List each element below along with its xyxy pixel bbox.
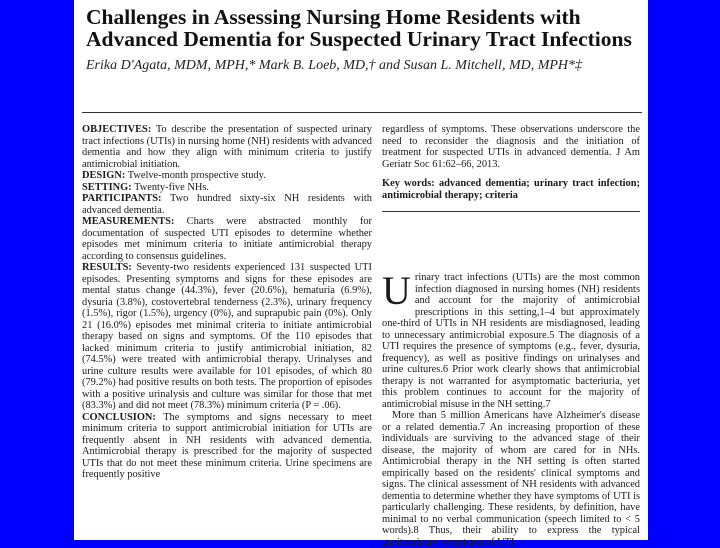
- abstract-continuation: regardless of symptoms. These observations underscore the need to reconsider the diagnosis and the initiation of treatment for suspected UTIs in advanced dementia. J Am Geriatr Soc 61:62–66, 2013.: [382, 124, 640, 170]
- abstract-results: [82, 262, 372, 412]
- measurements-label: MEASUREMENTS:: [82, 216, 175, 227]
- abstract-setting: [82, 182, 372, 194]
- conclusion-text: The symptoms and signs necessary to meet minimum criteria to support antimicrobial initiation for UTIs are frequently absent in NH residents with advanced dementia. Antimicrobial therapy is prescribed for the majority of suspected UTIs that do not meet these minimum criteria. Urine specimens are frequently positive: [82, 411, 372, 480]
- abstract-objectives: [82, 124, 372, 170]
- keywords: Key words: advanced dementia; urinary tract infection; antimicrobial therapy; criteria: [382, 178, 640, 201]
- setting-label: SETTING:: [82, 181, 132, 193]
- drop-cap: U: [382, 268, 411, 313]
- design-label: DESIGN:: [82, 170, 126, 181]
- right-column: [382, 124, 640, 548]
- article-page: [74, 0, 648, 548]
- header-rule: [82, 112, 642, 113]
- keywords-rule: [382, 211, 640, 212]
- design-text: Twelve-month prospective study.: [127, 170, 266, 181]
- intro-paragraph-1: [382, 268, 640, 410]
- abstract-design: [82, 170, 372, 182]
- participants-label: PARTICIPANTS:: [82, 193, 162, 204]
- objectives-text: To describe the presentation of suspected urinary tract infections (UTIs) in nursing home (NH) residents with advanced dementia and how they align with minimum criteria to justify antimicrobial initiation.: [82, 124, 372, 170]
- abstract-conclusion: [82, 412, 372, 481]
- intro-p1-text: rinary tract infections (UTIs) are the most common infection diagnosed in nursing homes (NH) residents and account for the majority of antimicrobial prescriptions in this setting,1–4 but approximately one-third of UTIs in NH residents are misdiagnosed, leading to unnecessary antimicrobial exposure.5 The diagnosis of a UTI requires the presence of symptoms (e.g., fever, dysuria, frequency), as well as positive findings on urinalyses and urine cultures.6 Prior work clearly shows that antimicrobial therapy is not warranted for asymptomatic bacteriuria, yet this problem continues to account for the majority of antimicrobial misuse in the NH setting.7: [382, 272, 640, 410]
- objectives-label: OBJECTIVES:: [82, 124, 152, 135]
- abstract-participants: [82, 193, 372, 216]
- results-text: Seventy-two residents experienced 131 suspected UTI episodes. Presenting symptoms and signs for these episodes are mental status change (44.3%), fever (20.6%), hematuria (6.9%), dysuria (3.8%), costovertebral tenderness (2.3%), urinary frequency (1.5%), rigor (1.5%), urgency (0%), and suprapubic pain (0%). Only 21 (16.0%) episodes met minimal criteria to initiate antimicrobial therapy based on signs and symptoms. Of the 110 episodes that lacked minimum criteria to justify antimicrobial initiation, 82 (74.5%) were treated with antimicrobial therapy. Urinalyses and urine culture results were available for 101 episodes, of which 80 (79.2%) had positive results on both tests. The proportion of episodes with a positive urinalysis and culture was similar for those that met (83.3%) and did not meet (78.3%) minimum criteria (P = .06).: [82, 262, 372, 411]
- participants-text: Two hundred sixty-six NH residents with advanced dementia.: [82, 193, 372, 216]
- conclusion-label: CONCLUSION:: [82, 411, 156, 423]
- results-label: RESULTS:: [82, 262, 132, 273]
- intro-paragraph-2: More than 5 million Americans have Alzheimer's disease or a related dementia.7 An increasing proportion of these individuals are surviving to the advanced stage of their disease, the majority of whom are cared for in NHs. Antimicrobial therapy in the NH setting is often started empirically based on the residents' clinical symptoms and signs. The clinical assessment of NH residents with advanced dementia to determine whether they have symptoms of UTI is particularly challenging. These residents, by definition, have minimal to no verbal communication (speech limited to < 5 words).8 Thus, their ability to express the typical genitourinary symptoms of UTI: [382, 410, 640, 548]
- abstract-left-column: [82, 124, 372, 481]
- measurements-text: Charts were abstracted monthly for documentation of suspected UTI episodes to determine whether episodes met minimum criteria to initiate antimicrobial therapy according to consensus guidelines.: [82, 216, 372, 262]
- article-authors: Erika D'Agata, MDM, MPH,* Mark B. Loeb, MD,† and Susan L. Mitchell, MD, MPH*‡: [86, 58, 583, 73]
- setting-text: Twenty-five NHs.: [134, 181, 209, 193]
- article-title: Challenges in Assessing Nursing Home Residents with Advanced Dementia for Suspected Urinary Tract Infections: [86, 5, 632, 51]
- abstract-measurements: [82, 216, 372, 262]
